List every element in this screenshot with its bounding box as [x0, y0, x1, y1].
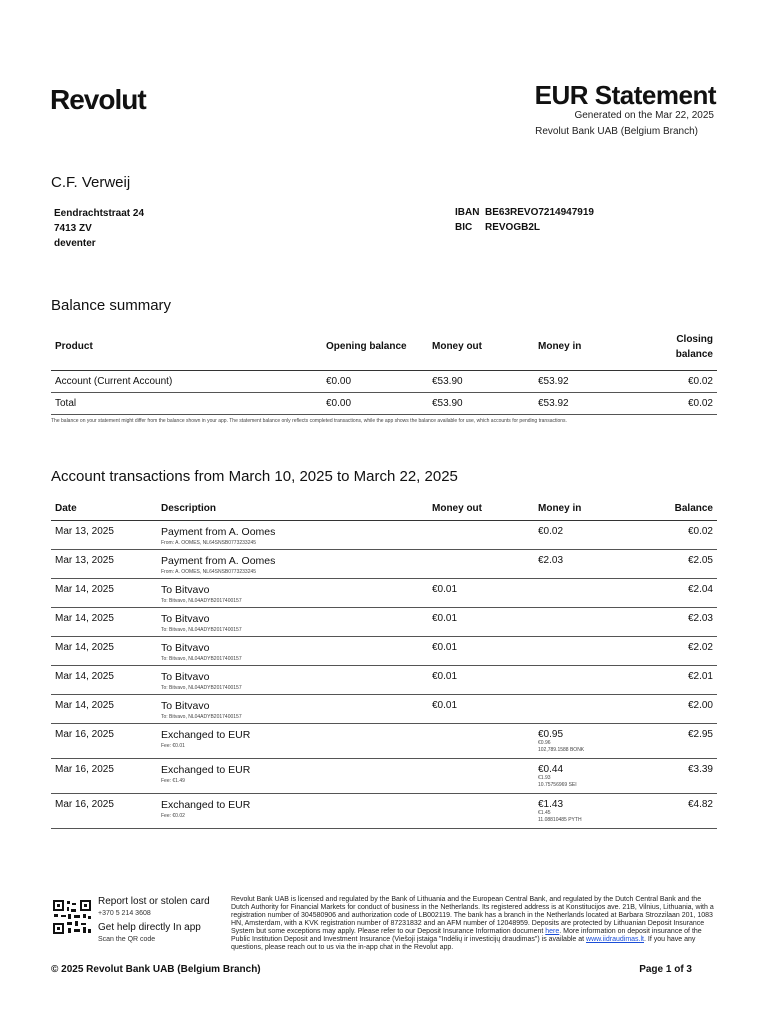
- cell-balance: €2.03: [640, 607, 717, 636]
- address-line: Eendrachtstraat 24: [54, 208, 145, 219]
- legal-text-part: . More information on deposit insurance of the Public Institution Deposit and Investment Insurance (Viešoji įstaiga "Indėlių ir investicijų draudimas") is available at: [231, 928, 702, 943]
- description-main: Exchanged to EUR: [161, 798, 251, 811]
- transactions-body: [51, 520, 717, 828]
- help-info: [98, 896, 210, 946]
- table-row: [51, 370, 717, 392]
- cell-product: Total: [51, 392, 322, 414]
- cell-opening: €0.00: [322, 392, 428, 414]
- help-subtitle: Scan the QR code: [98, 936, 156, 943]
- col-date: Date: [51, 498, 157, 520]
- table-row: [51, 636, 717, 665]
- cell-description: [157, 694, 428, 723]
- description-main: To Bitvavo: [161, 612, 210, 625]
- description-main: To Bitvavo: [161, 699, 210, 712]
- cell-in: €53.92: [534, 370, 640, 392]
- cell-money-in: [534, 694, 640, 723]
- report-card-title: Report lost or stolen card: [98, 896, 210, 907]
- description-main: To Bitvavo: [161, 583, 210, 596]
- cell-date: Mar 14, 2025: [51, 636, 157, 665]
- table-row: [51, 723, 717, 758]
- description-detail: To: Bitvavo, NL04ADYB2017400157: [161, 684, 242, 691]
- bic-label: BIC: [455, 222, 473, 233]
- cell-out: €53.90: [428, 392, 534, 414]
- cell-description: [157, 549, 428, 578]
- cell-description: [157, 636, 428, 665]
- col-product: Product: [51, 324, 322, 370]
- support-phone: +370 5 214 3608: [98, 910, 151, 917]
- money-in-value: €0.95: [538, 728, 564, 740]
- money-in-value: €0.44: [538, 763, 564, 775]
- cell-money-in: [534, 723, 640, 758]
- col-money-in: Money in: [534, 324, 640, 370]
- cell-money-out: [428, 758, 534, 793]
- bank-branch: Revolut Bank UAB (Belgium Branch): [535, 126, 698, 137]
- cell-out: €53.90: [428, 370, 534, 392]
- col-money-out: Money out: [428, 498, 534, 520]
- cell-money-in: [534, 758, 640, 793]
- money-in-detail: €1.45: [538, 809, 551, 816]
- table-row: [51, 665, 717, 694]
- description-detail: Fee: €0.02: [161, 812, 185, 819]
- col-balance: Balance: [640, 498, 717, 520]
- cell-money-out: €0.01: [428, 636, 534, 665]
- col-closing-balance: [640, 324, 717, 370]
- cell-description: [157, 758, 428, 793]
- balance-summary-table: [51, 324, 717, 415]
- table-row: [51, 549, 717, 578]
- cell-money-out: €0.01: [428, 694, 534, 723]
- cell-balance: €3.39: [640, 758, 717, 793]
- cell-description: [157, 578, 428, 607]
- cell-balance: €2.04: [640, 578, 717, 607]
- address-line: deventer: [54, 238, 96, 249]
- description-detail: To: Bitvavo, NL04ADYB2017400157: [161, 713, 242, 720]
- description-main: Exchanged to EUR: [161, 728, 251, 741]
- col-opening-balance: Opening balance: [322, 324, 428, 370]
- table-row: [51, 578, 717, 607]
- statement-title: EUR Statement: [534, 80, 716, 110]
- cell-date: Mar 14, 2025: [51, 607, 157, 636]
- cell-description: [157, 665, 428, 694]
- cell-date: Mar 16, 2025: [51, 723, 157, 758]
- money-in-detail: 11.08810485 PYTH: [538, 816, 582, 823]
- cell-description: [157, 793, 428, 828]
- table-row: [51, 793, 717, 828]
- cell-balance: €2.01: [640, 665, 717, 694]
- cell-money-in: [534, 665, 640, 694]
- cell-money-out: €0.01: [428, 578, 534, 607]
- cell-money-out: [428, 549, 534, 578]
- cell-description: [157, 723, 428, 758]
- table-row: [51, 758, 717, 793]
- revolut-logo: Revolut: [50, 84, 146, 115]
- money-in-detail: €0.96: [538, 739, 551, 746]
- legal-text-part: . If you have any questions, please reach out to us via the in-app chat in the Revolut app.: [231, 936, 696, 951]
- cell-closing: €0.02: [640, 392, 717, 414]
- legal-text-part: Revolut Bank UAB is licensed and regulated by the Bank of Lithuania and the European Central Bank, and regulated by the Dutch Central Bank and the Dutch Authority for Financial Markets for conduct of business in the Netherlands. Its registered address is at Konstitucijos ave. 21B, Vilnius, Lithuania, with a registration number of 304580906 and authorization code of LB002119. The bank has a branch in the Netherlands located at Barbara Strozzilaan 201, 1083 HN, Amsterdam, with a KVK registration number of 87231832 and an AFM number of 12048959. Deposits are protected by Lithuanian Deposit Insurance System but some exceptions may apply. Please refer to our Deposit Insurance Information document: [231, 896, 714, 935]
- customer-name: C.F. Verweij: [51, 174, 131, 191]
- page-number: Page 1 of 3: [639, 964, 692, 975]
- description-detail: To: Bitvavo, NL04ADYB2017400157: [161, 626, 242, 633]
- description-detail: From: A. OOMES, NL64SNSB0773233245: [161, 568, 257, 575]
- copyright: © 2025 Revolut Bank UAB (Belgium Branch): [51, 964, 261, 975]
- cell-date: Mar 13, 2025: [51, 549, 157, 578]
- money-in-detail: 102,789.1588 BONK: [538, 746, 585, 753]
- description-detail: From: A. OOMES, NL64SNSB0773233245: [161, 539, 257, 546]
- cell-closing: €0.02: [640, 370, 717, 392]
- table-row: [51, 520, 717, 549]
- description-detail: To: Bitvavo, NL04ADYB2017400157: [161, 655, 242, 662]
- cell-balance: €0.02: [640, 520, 717, 549]
- table-row: [51, 392, 717, 414]
- cell-date: Mar 14, 2025: [51, 665, 157, 694]
- cell-balance: €2.00: [640, 694, 717, 723]
- money-in-value: €0.02: [538, 525, 564, 537]
- description-main: Payment from A. Oomes: [161, 554, 276, 567]
- description-detail: Fee: €0.01: [161, 742, 185, 749]
- address-line: 7413 ZV: [54, 223, 92, 234]
- money-in-detail: €1.93: [538, 774, 551, 781]
- cell-balance: €2.05: [640, 549, 717, 578]
- cell-money-in: [534, 520, 640, 549]
- cell-money-in: [534, 793, 640, 828]
- description-main: To Bitvavo: [161, 670, 210, 683]
- description-main: To Bitvavo: [161, 641, 210, 654]
- bic-value: REVOGB2L: [485, 222, 541, 233]
- col-money-in: Money in: [534, 498, 640, 520]
- money-in-detail: 10.75756969 SEI: [538, 781, 577, 788]
- description-main: Payment from A. Oomes: [161, 525, 276, 538]
- cell-money-in: [534, 636, 640, 665]
- cell-money-out: [428, 793, 534, 828]
- cell-in: €53.92: [534, 392, 640, 414]
- description-detail: To: Bitvavo, NL04ADYB2017400157: [161, 597, 242, 604]
- money-in-value: €2.03: [538, 554, 564, 566]
- col-money-out: Money out: [428, 324, 534, 370]
- balance-summary-title: Balance summary: [51, 297, 172, 314]
- cell-opening: €0.00: [322, 370, 428, 392]
- table-header-row: [51, 498, 717, 520]
- cell-product: Account (Current Account): [51, 370, 322, 392]
- cell-money-out: [428, 520, 534, 549]
- description-detail: Fee: €1.49: [161, 777, 185, 784]
- cell-balance: €2.02: [640, 636, 717, 665]
- closing-label-line: Closing: [676, 333, 713, 345]
- cell-money-out: [428, 723, 534, 758]
- cell-money-out: €0.01: [428, 607, 534, 636]
- cell-date: Mar 13, 2025: [51, 520, 157, 549]
- cell-money-in: [534, 549, 640, 578]
- cell-money-in: [534, 578, 640, 607]
- table-row: [51, 607, 717, 636]
- bank-identifiers: [455, 205, 594, 235]
- cell-balance: €4.82: [640, 793, 717, 828]
- cell-date: Mar 16, 2025: [51, 758, 157, 793]
- cell-date: Mar 14, 2025: [51, 694, 157, 723]
- cell-description: [157, 520, 428, 549]
- customer-address: [54, 206, 144, 251]
- legal-text: [231, 896, 719, 952]
- qr-code-icon: [52, 899, 92, 935]
- table-header-row: [51, 324, 717, 370]
- cell-date: Mar 16, 2025: [51, 793, 157, 828]
- money-in-value: €1.43: [538, 798, 564, 810]
- col-description: Description: [157, 498, 428, 520]
- balance-disclaimer: The balance on your statement might differ from the balance shown in your app. The statement balance only reflects completed transactions, while the app shows the balance available for use, which accounts for pending transactions.: [51, 418, 567, 424]
- iidraudimas-link[interactable]: www.iidraudimas.lt: [586, 936, 644, 943]
- iban-value: BE63REVO7214947919: [485, 207, 594, 218]
- transactions-table: [51, 498, 717, 829]
- table-row: [51, 694, 717, 723]
- transactions-title: Account transactions from March 10, 2025 to March 22, 2025: [51, 468, 458, 485]
- deposit-info-link[interactable]: here: [545, 928, 560, 935]
- description-main: Exchanged to EUR: [161, 763, 251, 776]
- cell-date: Mar 14, 2025: [51, 578, 157, 607]
- cell-money-out: €0.01: [428, 665, 534, 694]
- iban-label: IBAN: [455, 207, 480, 218]
- cell-description: [157, 607, 428, 636]
- closing-label-line: balance: [675, 348, 713, 360]
- generated-date: Generated on the Mar 22, 2025: [574, 110, 714, 121]
- cell-money-in: [534, 607, 640, 636]
- cell-balance: €2.95: [640, 723, 717, 758]
- help-title: Get help directly In app: [98, 922, 201, 933]
